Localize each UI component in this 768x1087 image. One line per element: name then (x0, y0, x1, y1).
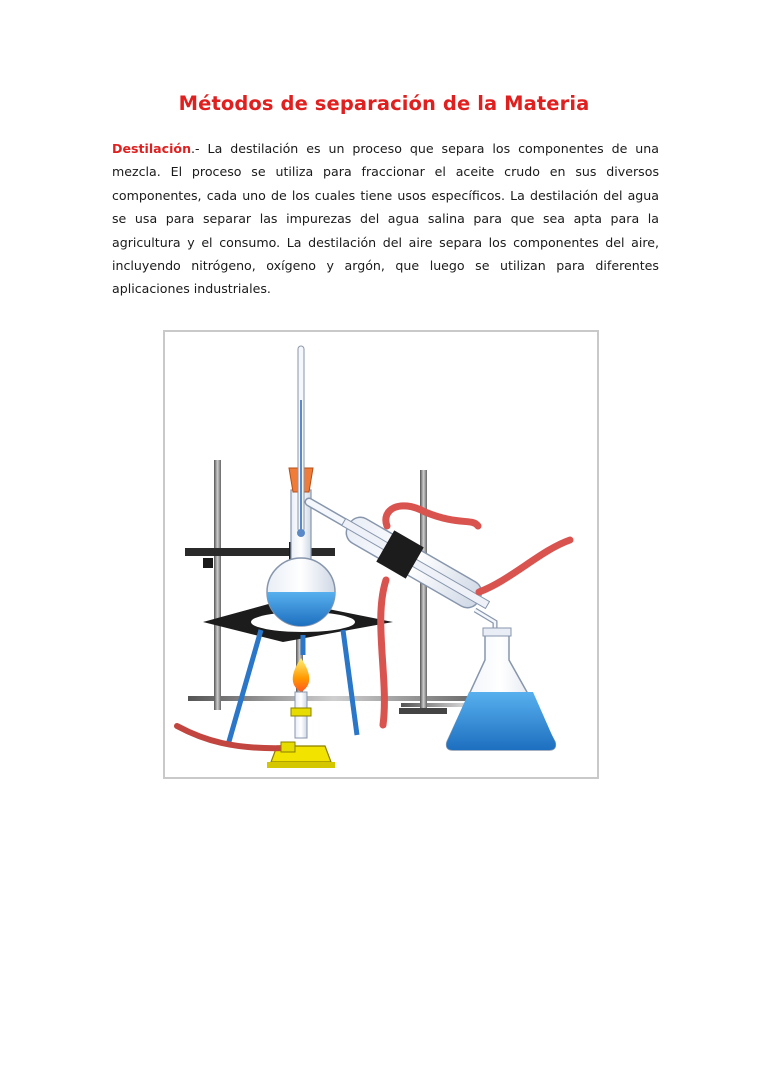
distillation-apparatus-illustration (163, 330, 599, 779)
paragraph-body: La destilación es un proceso que separa los componentes de una mezcla. El proceso se utiliza para fraccionar el aceite crudo en sus diversos componentes, cada uno de los cuales tiene usos específicos. La destilación del agua se usa para separar las impurezas del agua salina para que sea apta para la agricultura y el consumo. La destilación del aire separa los componentes del aire, incluyendo nitrógeno, oxígeno y argón, que luego se utilizan para diferentes aplicaciones industriales. (112, 141, 659, 297)
lead-separator: .- (191, 141, 208, 156)
right-stand-base (399, 708, 447, 714)
distillation-paragraph (112, 137, 659, 301)
thermometer-bulb (297, 529, 305, 537)
thermometer-column (300, 400, 302, 530)
gas-inlet (281, 742, 295, 752)
lead-term: Destilación (112, 141, 192, 156)
burner-base-plate (267, 762, 335, 768)
bench-bar (188, 696, 480, 701)
page-title: Métodos de separación de la Materia (178, 92, 590, 115)
conical-flask-neck (483, 628, 511, 636)
burner-collar (291, 708, 311, 716)
flask-clamp-arm (185, 548, 335, 556)
right-stand-rod (420, 470, 427, 710)
left-stand-rod (214, 460, 221, 710)
distillation-figure (163, 330, 599, 779)
clamp-knob (203, 558, 213, 568)
